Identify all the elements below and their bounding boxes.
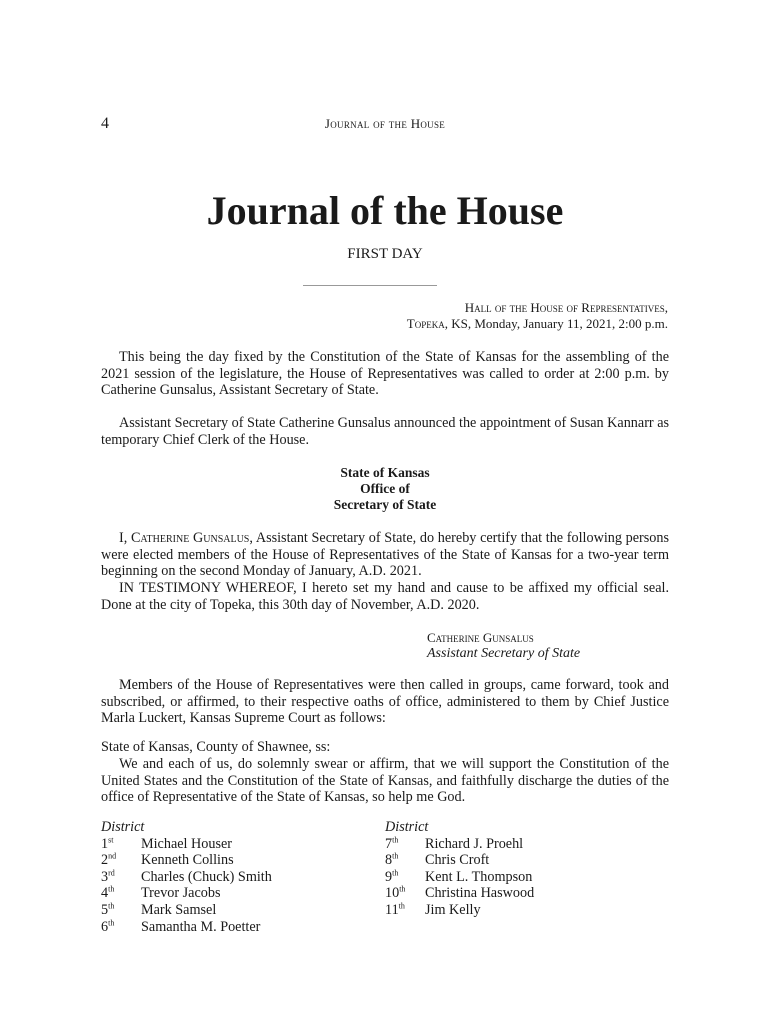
representative-name: Jim Kelly (425, 901, 481, 918)
signer-name: Catherine Gunsalus (427, 630, 534, 645)
place-line-2 (407, 316, 668, 332)
district-number (385, 836, 425, 853)
page-title: Journal of the House (206, 188, 564, 233)
divider-rule (303, 285, 437, 286)
place-line-1: Hall of the House of Representatives, (464, 300, 668, 315)
representative-name: Kenneth Collins (141, 852, 234, 869)
district-ordinal-suffix: th (392, 851, 399, 861)
district-ordinal-suffix: nd (108, 851, 117, 861)
oath-intro-paragraph: Members of the House of Representatives were then called in groups, came forward, took and subscribed, or affirmed, to their respective oaths of office, administered to them by Chief Justice Marla Luckert, Kansas Supreme Court as follows: (101, 677, 669, 726)
district-number-value: 9 (385, 868, 393, 885)
district-number (385, 852, 425, 869)
district-list-left (101, 819, 272, 935)
district-number (385, 869, 425, 886)
district-row (101, 852, 272, 869)
district-number-value: 2 (101, 852, 109, 869)
certificate-paragraph (101, 530, 669, 580)
clerk-paragraph: Assistant Secretary of State Catherine Gunsalus announced the appointment of Susan Kannarr as temporary Chief Clerk of the House. (101, 415, 670, 448)
district-ordinal-suffix: st (108, 834, 114, 844)
day-heading: FIRST DAY (347, 246, 423, 262)
district-number-value: 3 (101, 868, 109, 885)
representative-name: Richard J. Proehl (425, 835, 524, 852)
cert-name: Catherine Gunsalus (130, 530, 250, 546)
district-number-value: 1 (101, 835, 109, 852)
certificate-heading-line-1: State of Kansas (340, 465, 430, 480)
representative-name: Kent L. Thompson (425, 868, 533, 885)
representative-name: Michael Houser (141, 835, 233, 852)
district-number (101, 885, 141, 902)
district-number (101, 902, 141, 919)
district-number-value: 4 (101, 885, 109, 902)
place-date: , KS, Monday, January 11, 2021, 2:00 p.m. (444, 316, 668, 331)
district-number-value: 8 (385, 852, 393, 869)
district-ordinal-suffix: th (108, 884, 115, 894)
testimony-paragraph: IN TESTIMONY WHEREOF, I hereto set my hand and cause to be affixed my official seal. Done at the city of Topeka, this 30th day of November, A.D. 2020. (101, 580, 669, 613)
representative-name: Trevor Jacobs (141, 885, 221, 902)
representative-name: Mark Samsel (141, 901, 217, 918)
district-row (385, 869, 534, 886)
page-number: 4 (101, 115, 109, 132)
district-heading: District (385, 819, 429, 835)
district-number (101, 869, 141, 886)
oath-text: We and each of us, do solemnly swear or affirm, that we will support the Constitution of the United States and the Constitution of the State of Kansas, and faithfully discharge the duties of the office of Representative of the State of Kansas, so help me God. (101, 756, 669, 805)
representative-name: Samantha M. Poetter (141, 918, 261, 935)
district-number-value: 10 (385, 885, 400, 902)
certificate-heading-line-2: Office of (360, 481, 410, 496)
district-row (385, 852, 534, 869)
representative-name: Chris Croft (425, 852, 490, 869)
district-ordinal-suffix: th (392, 834, 399, 844)
district-number-value: 11 (385, 901, 399, 918)
cert-prefix: I, (119, 530, 131, 546)
oath-venue: State of Kansas, County of Shawnee, ss: (101, 739, 331, 755)
district-number (101, 919, 141, 936)
district-number (385, 902, 425, 919)
district-row (101, 919, 272, 936)
place-city: Topeka (406, 316, 445, 331)
district-list-right (385, 819, 534, 919)
district-row (101, 869, 272, 886)
district-number-value: 6 (101, 918, 109, 935)
district-ordinal-suffix: rd (108, 868, 115, 878)
district-ordinal-suffix: th (399, 884, 406, 894)
district-row (101, 902, 272, 919)
district-number-value: 7 (385, 835, 393, 852)
district-row (385, 885, 534, 902)
session-location (407, 300, 668, 332)
representative-name: Charles (Chuck) Smith (141, 868, 272, 885)
district-ordinal-suffix: th (108, 917, 115, 927)
district-number (101, 852, 141, 869)
district-heading: District (101, 819, 145, 835)
district-row (101, 836, 272, 853)
certificate-heading (0, 465, 770, 513)
running-head: Journal of the House (324, 116, 446, 131)
cert-body: , Assistant Secretary of State, do hereby certify that the following persons were elected members of the House of Representatives of the State of Kansas for a two-year term beginning on the second Monday of January, A.D. 2021. (101, 530, 669, 579)
district-row (101, 885, 272, 902)
district-ordinal-suffix: th (392, 868, 399, 878)
district-ordinal-suffix: th (108, 901, 115, 911)
district-number-value: 5 (101, 901, 109, 918)
signer-title: Assistant Secretary of State (427, 646, 581, 661)
district-row (385, 902, 534, 919)
district-ordinal-suffix: th (398, 901, 405, 911)
district-number (385, 885, 425, 902)
district-row (385, 836, 534, 853)
district-number (101, 836, 141, 853)
opening-paragraph: This being the day fixed by the Constitution of the State of Kansas for the assembling of the 2021 session of the legislature, the House of Representatives was called to order at 2:00 p.m. by Catherine Gunsalus, Assistant Secretary of State. (101, 349, 669, 398)
certificate-heading-line-3: Secretary of State (333, 497, 437, 512)
representative-name: Christina Haswood (425, 885, 535, 902)
